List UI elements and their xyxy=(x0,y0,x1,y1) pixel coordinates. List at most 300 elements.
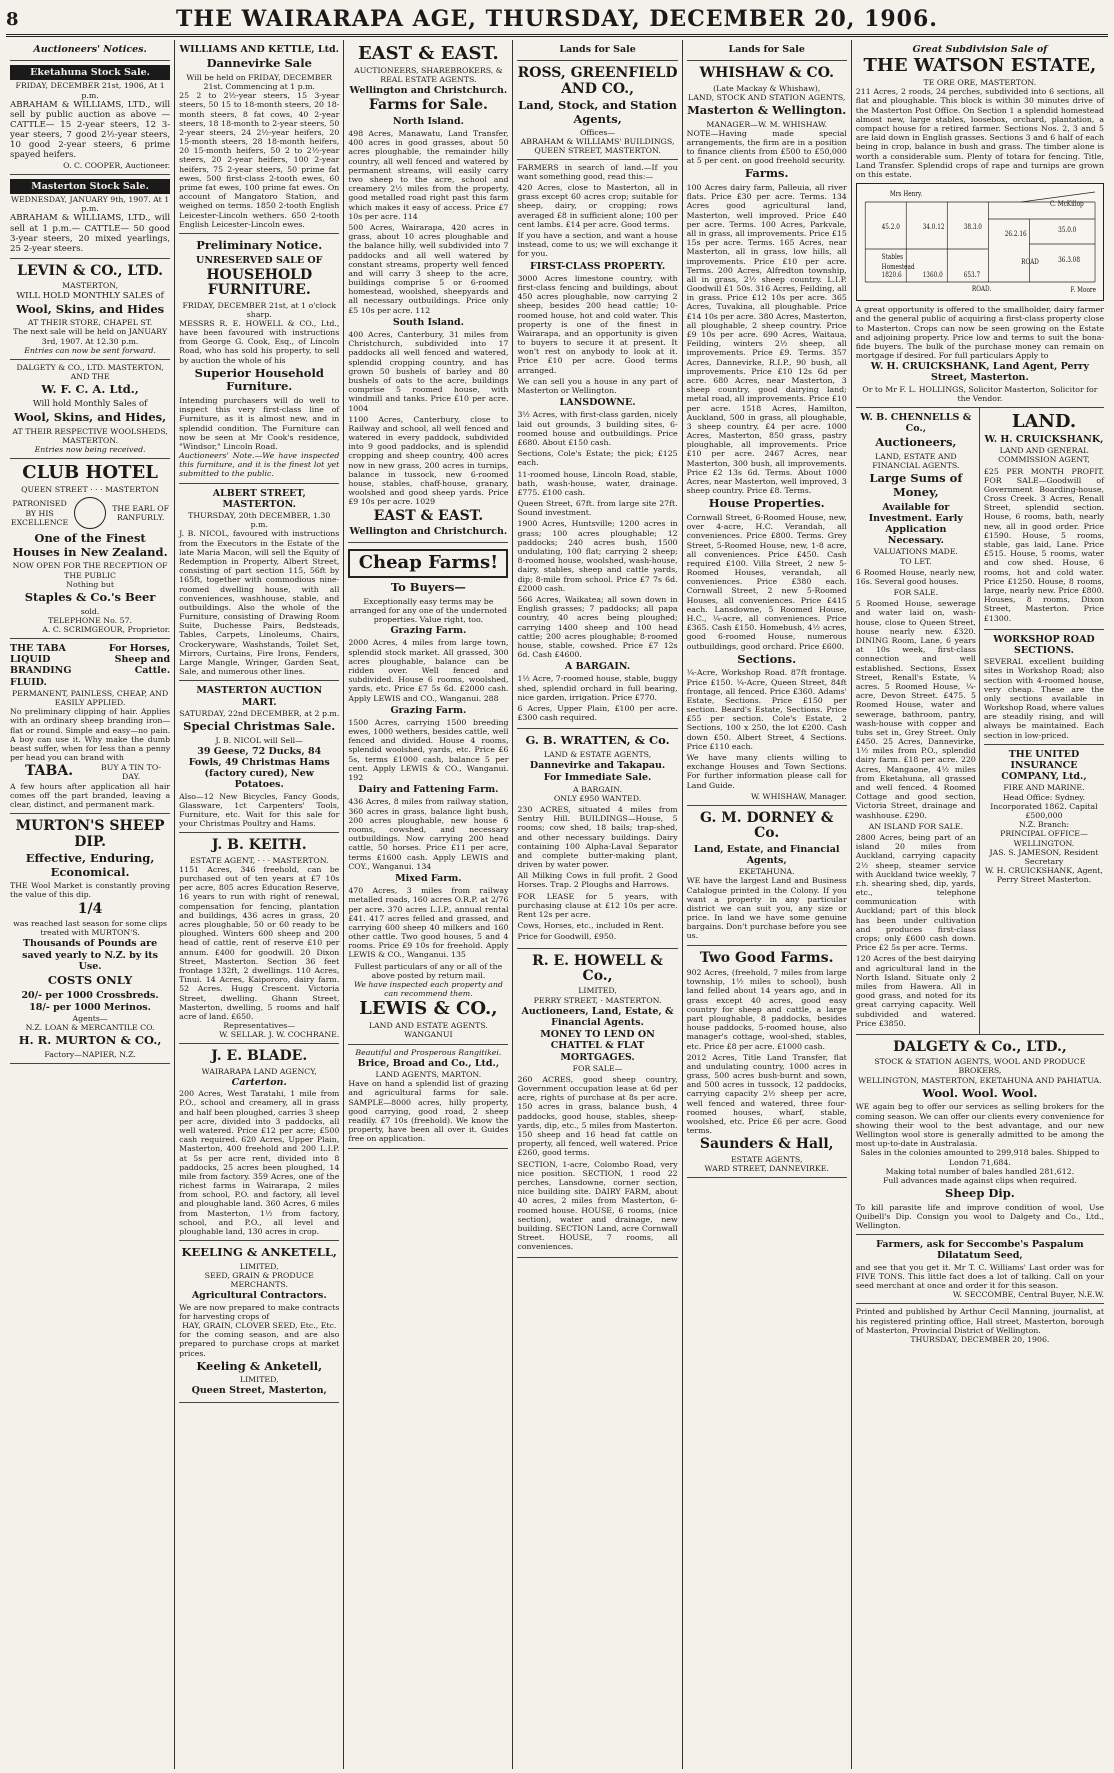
listing: 6 Acres, Upper Plain, £100 per acre. £300 cash required. xyxy=(517,704,678,723)
ad-subtitle: ESTATE AGENTS, xyxy=(730,1154,803,1164)
ad-costs: COSTS ONLY xyxy=(47,973,133,987)
ad-headline: Agricultural Contractors. xyxy=(191,1290,327,1302)
ad-section: A BARGAIN. xyxy=(573,784,623,794)
ad-title: ALBERT STREET, MASTERTON. xyxy=(212,487,306,510)
listing: 2012 Acres, Title Land Transfer, flat and undulating country, 1000 acres in grass, 500 acres bush-burnt and sown, and 500 acres in tussock, 12 paddocks, carrying capacity 2½ sheep per acre, well fenced and watered, three four-roomed houses, wharf, stable, woolshed, etc. Price £6 per acre. Good terms. xyxy=(686,1052,847,1136)
ad-subtitle: LIMITED, xyxy=(239,1261,279,1271)
ad-title: WILLIAMS AND KETTLE, Ltd. xyxy=(179,44,339,55)
listing: All Milking Cows in full profit. 2 Good Horses. Trap. 2 Ploughs and Harrows. xyxy=(517,871,678,890)
listing: 566 Acres, Waikatea; all sown down in English grasses; 7 paddocks; all papa country, 40 acres being ploughed; carrying 1400 sheep and 100 head cattle; 200 acres ploughable; 8-roomed house, stable, cowshed. Price £7 12s 6d. Cash £4600. xyxy=(517,594,678,660)
ad-place: Carterton. xyxy=(231,1077,287,1089)
ad-subtitle: LAND AGENTS, MARTON. xyxy=(375,1070,482,1080)
ad-manager: JAS. S. JAMESON, Resident Secretary xyxy=(989,847,1099,866)
ad-place: WANGANUI xyxy=(404,1030,453,1040)
ad-signature: W. SELLAR. J. W. COCHRANE. xyxy=(219,1030,340,1040)
map-label: ROAD xyxy=(1020,257,1039,267)
ad-subtitle: LIMITED, xyxy=(239,1375,279,1385)
ad-section: North Island. xyxy=(392,115,464,127)
listing: 11-roomed house, Lincoln Road, stable, bath, wash-house, water, drainage. £775. £100 cash. xyxy=(517,469,678,497)
ad-body: THE Wool Market is constantly proving the value of this dip. xyxy=(10,881,171,900)
ad-title: MURTON'S SHEEP DIP. xyxy=(15,818,165,850)
ad-address: ABRAHAM & WILLIAMS' BUILDINGS, QUEEN STREET, MASTERTON. xyxy=(520,137,675,156)
listing: FOR LEASE for 5 years, with purchasing clause at £12 10s per acre. Rent 12s per acre. xyxy=(517,891,678,919)
ad-title: EAST & EAST. xyxy=(373,507,484,524)
ad-items: 39 Geese, 72 Ducks, 84 Fowls, 49 Christmas Hams (factory cured), New Potatoes. xyxy=(188,745,330,791)
ad-signature: O. C. COOPER, Auctioneer. xyxy=(63,160,171,170)
ad-body: NOW OPEN FOR THE RECEPTION OF THE PUBLIC xyxy=(12,561,168,580)
williams-kettle-ad xyxy=(179,40,339,234)
ad-headline: Special Christmas Sale. xyxy=(183,719,336,733)
watson-estate-ad xyxy=(856,40,1104,408)
ad-title: Keeling & Anketell, xyxy=(196,1358,323,1373)
ad-title: G. B. WRATTEN, & Co. xyxy=(525,733,670,748)
ad-money: MONEY TO LEND ON CHATTEL & FLAT MORTGAGES. xyxy=(540,1029,655,1063)
ad-body: J. B. NICOL, favoured with instructions from the Executors in the Estate of the late Maria Macon, will sell the Equity of Redemption in Property, Albert Street, consisting of part section 115, 56ft by 165ft, together with commodious nine-roomed dwelling house, with all conveniences, washhouse, stable, and outbuildings. Also the whole of the Furniture, consisting of Drawing Room Suite, Duchesse Pairs, Bedsteads, Tables, Carpets, Linoleums, Chairs, Crockeryware, Washstands, Toilet Set, Mirrors, Curtains, Fire Irons, Fenders, Large Mangle, Wringer, Garden Seat, Sale, and numerous other lines. xyxy=(179,529,340,677)
ad-title: Farmers, ask for Seccombe's Paspalum Dilatatum Seed, xyxy=(876,1239,1084,1262)
ad-factory: Factory—NAPIER, N.Z. xyxy=(44,1049,136,1059)
ad-body: 211 Acres, 2 roods, 24 perches, subdivided into 6 sections, all flat and ploughable. This block is within 30 minutes drive of the Masterton Post Office. On Section 1 a splendid homestead almost new, large stables, loosebox, orchard, plantation, a compact house for a retired farmer. Sections Nos. 2, 3 and 5 are laid down in English grasses. Sections 3 and 6 half of each being in crop, balance in bush and grass. The timber alone is worth a considerable sum. Plenty of totara for fencing. Title, Land Transfer. Splendid crops of rape and turnips are grown on this estate. xyxy=(855,87,1105,179)
ad-title: Preliminary Notice. xyxy=(196,237,323,252)
ad-body: and see that you get it. Mr T. C. Williams' Last order was for FIVE TONS. This little fact does a lot of talking. Call on your seed merchant at once and order it for this season. xyxy=(855,1262,1105,1291)
map-label: Homestead xyxy=(881,262,915,272)
listing: FARMERS in search of land.—If you want something good, read this:— xyxy=(517,162,678,181)
united-insurance-ad xyxy=(984,745,1104,889)
estate-map xyxy=(856,183,1104,301)
ad-title: DALGETY & Co., LTD., xyxy=(893,1038,1067,1055)
ad-section: House Properties. xyxy=(708,496,825,511)
ad-subtitle: LAND, STOCK AND STATION AGENTS, xyxy=(688,92,846,102)
ad-body: A great opportunity is offered to the smallholder, dairy farmer and the general public of acquiring a first-class property close to Masterton. Crops can now be seen growing on the Estate and adjoining property. Price low and terms to suit the bona-fide buyers. The bulk of the purchase money can remain on mortgage if desired. For full particulars Apply to xyxy=(855,305,1105,361)
ad-title: W. B. CHENNELLS & Co., xyxy=(860,412,972,435)
map-label: ROAD. xyxy=(971,284,992,294)
ad-subtitle: (Late Mackay & Whishaw), xyxy=(713,83,821,93)
ad-section: LANSDOWNE. xyxy=(559,397,636,409)
estate-map-drawing xyxy=(857,184,1103,300)
map-label: 26.2.16 xyxy=(1004,229,1027,239)
section-header: Lands for Sale xyxy=(559,44,636,55)
cruickshank-ad xyxy=(984,408,1104,630)
ad-crops: HAY, GRAIN, CLOVER SEED, Etc., Etc. xyxy=(182,1320,337,1330)
ad-beer: Staples & Co.'s Beer xyxy=(24,589,156,604)
ad-agent: W. H. CRUICKSHANK, Land Agent, Perry Street, Masterton. xyxy=(870,361,1090,384)
eketahuna-stock-sale xyxy=(10,61,170,175)
listing: If you have a section, and want a house instead, come to us; we will exchange it for you. xyxy=(517,230,678,259)
ad-title: LEWIS & CO., xyxy=(359,998,498,1020)
ad-title: KEELING & ANKETELL, xyxy=(181,1245,337,1260)
albert-street-ad xyxy=(179,484,339,682)
workshop-road-ad xyxy=(984,630,1104,745)
ad-date: Will be held on FRIDAY, DECEMBER 21st. Commencing at 1 p.m. xyxy=(186,72,333,91)
listing: We can sell you a house in any part of Masterton or Wellington. xyxy=(517,376,678,395)
ad-headline: Large Sums of Money, xyxy=(869,471,963,499)
map-label: 1360.0 xyxy=(922,270,943,280)
patron-right: THE EARL OF RANFURLY. xyxy=(112,504,170,523)
taba-subtitle: For Horses, Sheep and Cattle. xyxy=(108,643,171,677)
map-label: 653.7 xyxy=(963,270,980,280)
price-line: 18/- per 1000 Merinos. xyxy=(29,1001,151,1013)
ad-title: LEVIN & CO., LTD. xyxy=(17,262,164,279)
ad-section: FOR SALE. xyxy=(893,588,939,598)
ad-section: Mixed Farm. xyxy=(395,872,462,884)
ad-title: R. E. HOWELL & Co., xyxy=(532,952,663,984)
ad-headline: Available for Investment. Early Application Necessary. xyxy=(868,501,963,547)
ad-subtitle: ESTATE AGENT, · · · MASTERTON. xyxy=(189,855,329,865)
ad-branch: N.Z. Branch: xyxy=(1018,820,1070,830)
ad-date: The next sale will be held on JANUARY 3rd, 1907. At 12.30 p.m. xyxy=(13,327,168,346)
listing: 902 Acres, (freehold, 7 miles from large township, 1½ miles to school), bush land felled about 14 years ago, and in grass except 40 acres, good easy country for sheep and cattle, a large part ploughable, 8 paddocks, besides house paddocks, 5-roomed house, also manager's cottage, wool-shed, stables, etc. Price £8 per acre. £1000 cash. xyxy=(686,968,847,1051)
ad-title: Masterton Stock Sale. xyxy=(10,179,170,194)
ad-subtitle: FIRE AND MARINE. xyxy=(1003,783,1085,793)
ad-date: FRIDAY, DECEMBER 21st, 1906, At 1 p.m. xyxy=(15,81,165,100)
ad-stats: Making total number of bales handled 281,612. xyxy=(885,1166,1075,1176)
taba-title: THE TABA LIQUID BRANDING FLUID. xyxy=(10,643,72,688)
ad-agents: Agents— xyxy=(72,1013,108,1023)
ad-address: Queen Street, Masterton, xyxy=(191,1385,327,1397)
ad-subtitle: UNRESERVED SALE OF xyxy=(196,254,323,266)
column-1 xyxy=(6,40,175,1769)
ad-section: VALUATIONS MADE. xyxy=(873,547,959,557)
club-hotel-ad xyxy=(10,459,170,639)
ad-agent: N.Z. LOAN & MERCANTILE CO. xyxy=(25,1023,155,1033)
section-header: Lands for Sale xyxy=(728,44,805,55)
ad-body: Also—12 New Bicycles, Fancy Goods, Glassware, 1ct Carpenters' Tools, Furniture, etc. Wait for this sale for your Christmas Poultry and Hams. xyxy=(179,791,340,829)
ad-principal: PRINCIPAL OFFICE—WELLINGTON. xyxy=(1000,829,1088,848)
ad-body: Will hold Monthly Sales of xyxy=(32,398,148,409)
ad-title: Brice, Broad and Co., Ltd., xyxy=(357,1057,500,1069)
ad-title: Cheap Farms! xyxy=(348,549,508,578)
listing: 2000 Acres, 4 miles from large town, splendid stock market. All grassed, 300 acres ploughable, balance can be ridden over. Well fenced and subdivided. House 6 rooms, woolshed, yards, etc. Price £7 5s 6d. £2000 cash. Apply LEWIS and CO., Wanganui. 288 xyxy=(348,638,509,703)
ad-body: 25 2 to 2½-year steers, 15 3-year steers, 50 15 to 18-month steers, 20 18-month steers, 8 fat cows, 40 2-year steers, 18 18-month to 2-year steers, 50 2-year steers, 24 2½-year heifers, 20 15-month steers, 28 18-month heifers, 20 15-month heifers, 50 2 to 2½-year steers, 20 2-year heifers, 100 2-year heifers, 75 2-year steers, 50 prime fat ewes, 500 first-class 2-tooth ewes, 60 prime fat ewes, 100 prime fat ewes. On account of Mangatoro Station, and weighed on terms. 1850 2-tooth English Leicester-Lincoln wethers. 650 2-tooth English Leicester-Lincoln ewes. xyxy=(179,91,340,229)
ad-place: TE ORE ORE, MASTERTON. xyxy=(923,78,1037,88)
ad-subtitle: PERMANENT, PAINLESS, CHEAP, AND EASILY APPLIED. xyxy=(11,688,169,708)
ad-company: W. F. C. A. Ltd., xyxy=(41,382,139,397)
ad-place: Dannevirke and Takapau. xyxy=(529,760,666,772)
listing: 500 Acres, Wairarapa, 420 acres in grass, about 10 acres ploughable and the balance hilly, well subdivided into 7 paddocks and all well watered by constant streams, property well fenced and will carry 3 sheep to the acre, buildings comprise 5 or 6-roomed homestead, woolshed, sheepyards and all necessary outbuildings. Price only £5 10s per acre. 112 xyxy=(348,222,509,315)
ad-section: Sections. xyxy=(737,651,797,666)
ad-maker: H. R. MURTON & CO., xyxy=(18,1033,162,1048)
map-label: 34.0.12 xyxy=(922,222,945,232)
ad-section: South Island. xyxy=(392,316,464,328)
ad-subtitle: WAIRARAPA LAND AGENCY, xyxy=(201,1066,317,1076)
ad-body: SEVERAL excellent building sites in Workshop Road; also section with 4-roomed house, very cheap. These are the only sections available in Workshop Road, where values are steadily rising, and will always be maintained. Each section in low-priced. xyxy=(983,657,1105,740)
dalgety-ad xyxy=(10,360,170,459)
column-5 xyxy=(683,40,852,1769)
ad-subtitle: QUEEN STREET · · · MASTERTON xyxy=(21,485,160,495)
ad-headline: To Buyers— xyxy=(390,580,466,595)
ad-title: Two Good Farms. xyxy=(699,949,834,966)
ad-note: We have inspected each property and can recommend them. xyxy=(353,980,503,999)
ad-note: Full advances made against clips when required. xyxy=(882,1175,1077,1185)
ad-title: LAND. xyxy=(1011,411,1077,433)
ad-subtitle: SEED, GRAIN & PRODUCE MERCHANTS. xyxy=(204,1270,314,1290)
ad-place: Masterton & Wellington. xyxy=(687,102,847,117)
ad-headline: Farms for Sale. xyxy=(368,97,488,114)
map-label: 38.3.0 xyxy=(963,222,982,232)
ad-body: A few hours after application all hair comes off the part branded, leaving a clear, distinct, and permanent mark. xyxy=(10,781,171,810)
ad-body: J. B. NICOL will Sell— xyxy=(215,735,303,745)
ad-title: J. E. BLADE. xyxy=(211,1048,308,1065)
ad-section: Farms. xyxy=(744,166,789,181)
ad-office: Offices— xyxy=(579,128,616,138)
lands-header-1 xyxy=(517,40,677,61)
murtons-ad xyxy=(10,814,170,1064)
ad-subtitle: LAND AND GENERAL COMMISSION AGENT, xyxy=(998,446,1090,465)
ad-headline: For Immediate Sale. xyxy=(543,772,652,784)
ad-headline: Auctioneers, Land, Estate, & Financial Agents. xyxy=(521,1005,674,1028)
ad-date: THURSDAY, 20th DECEMBER, 1.30 p.m. xyxy=(188,511,331,530)
ad-body: Nothing but xyxy=(66,579,114,589)
ad-place: AT THEIR STORE, CHAPEL ST. xyxy=(27,318,153,328)
ad-signature: A. C. SCRIMGEOUR, Proprietor. xyxy=(42,624,171,634)
ad-title: DALGETY & CO., LTD. MASTERTON, AND THE xyxy=(16,362,164,382)
ad-body: WE have the largest Land and Business Catalogue printed in the Colony. If you want a property in any particular district we can suit you, any size or price. In land we have some genuine bargains. Don't purchase before you see us. xyxy=(686,876,847,941)
taba-ad xyxy=(10,639,170,814)
listing: 100 Acres dairy farm, Palleuia, all river flats. Price £30 per acre. Terms. 134 Acres good agricultural land, Masterton, well improved. Price £40 per acre. Terms. 100 Acres, Parkvale, all in grass, all improvements. Price £15 15s per acre. Terms. 165 Acres, near Masterton, all in grass, low hills, all improvements. Price £10 per acre. Terms. 200 Acres, Alfredton township, all in grass, 2½ sheep country. L.I.P. Goodwill £1 50s. 316 Acres, Feilding, all in grass. Price £12 10s per acre. 365 Acres, Tuvakina, all ploughable. Price £14 10s per acre. 380 Acres, Masterton, all ploughable, 2 sheep country. Price £9 10s per acre. 690 Acres, Waitaua, Feilding, winters 2½ sheep, all improvements. Price £9. Terms. 357 Acres, Dannevirke, R.I.P., 90 bush, all improvements. Price £10 12s 6d per acre. 680 Acres, near Masterton, 3 sheep country, good dairying land; metal road, all improvements. Price £10 per acre. 1518 Acres, Hamilton, Auckland, 500 in grass, all ploughable, 3 sheep country. £4 per acre. 1000 Acres, Masterton, 850 grass, pastry ploughable, all improvements. Price £10 per acre. 2467 Acres, near Masterton, 300 bush, all improvements. Price £2 13s 6d. Terms. About 1000 Acres, near Masterton, well improved, 3 sheep country. Price £8. Terms. xyxy=(686,183,847,496)
ad-body: sold. xyxy=(80,606,100,616)
brice-broad-ad xyxy=(348,1045,508,1149)
listing: 2800 Acres, being part of an island 20 miles from Auckland, carrying capacity 2½ sheep, steamer service with Auckland twice weekly, 7 r.h. shearing shed, dip, yards, etc., telephone communication with Auckland; part of this block has been under cultivation and produces first-class crops; only £600 cash down. Price £2 5s per acre. Terms. xyxy=(855,832,976,953)
imprint-date: THURSDAY, DECEMBER 20, 1906. xyxy=(910,1334,1050,1344)
map-label: C. McKillop xyxy=(1049,199,1084,209)
ad-section: ONLY £950 WANTED. xyxy=(553,793,642,803)
ad-note: Entries can now be sent forward. xyxy=(24,345,156,355)
ad-section: TO LET. xyxy=(900,556,932,566)
ad-section: A BARGAIN. xyxy=(564,661,631,673)
ad-headline: Wool. Wool. Wool. xyxy=(922,1085,1038,1100)
ad-place: AT THEIR RESPECTIVE WOOLSHEDS, MASTERTON. xyxy=(12,426,168,445)
ad-body: WE again beg to offer our services as selling brokers for the coming season. We can offer our clients every convenience for showing their wool to the best advantage, and our new Wellington wool store is generally admitted to be among the most up-to-date in Australasia. xyxy=(855,1102,1105,1149)
ad-title: ROSS, GREENFIELD AND CO., xyxy=(517,65,678,97)
newspaper-title: THE WAIRARAPA AGE, THURSDAY, DECEMBER 20, 1906. xyxy=(176,6,938,32)
ad-subtitle: STOCK & STATION AGENTS, WOOL AND PRODUCE BROKERS, xyxy=(874,1057,1086,1076)
ad-date: WEDNESDAY, JANUARY 9th, 1907. At 1 p.m. xyxy=(10,195,170,214)
map-label: F. Moore xyxy=(1070,285,1096,295)
taba-name: TABA. xyxy=(24,763,74,780)
listing: 230 ACRES, situated 4 miles from Sentry Hill. BUILDINGS—House, 5 rooms; cow shed, 18 bails; trap-shed, and other necessary buildings. Dairy containing 100 Alpha-Laval Separator and complete butter-making plant, driven by water power. xyxy=(517,804,678,870)
ad-goods: Wool, Skins, and Hides, xyxy=(14,410,167,425)
ad-note: Auctioneers' Note.—We have inspected this furniture, and it is the finest lot yet submitted to the public. xyxy=(179,451,340,479)
ad-agent: W. H. CRUICKSHANK, Agent, Perry Street Masterton. xyxy=(985,866,1103,885)
ad-title: Eketahuna Stock Sale. xyxy=(10,65,170,80)
ad-title: Saunders & Hall, xyxy=(699,1136,834,1153)
ad-body: ABRAHAM & WILLIAMS, LTD., will sell by public auction as above — CATTLE— 15 2-year steers, 12 3-year steers, 7 good 2½-year steers, 10 good 2-year steers, 6 prime spayed heifers. xyxy=(10,99,171,161)
ad-subtitle: LAND AND ESTATE AGENTS. xyxy=(368,1021,488,1031)
ad-tagline: One of the Finest Houses in New Zealand. xyxy=(12,531,168,559)
listing: 1500 Acres, carrying 1500 breeding ewes, 1000 wethers, besides cattle, well fenced and divided. House 4 rooms, splendid woolshed, yards, etc. Price £6 5s, terms £1000 cash, balance 5 per cent. Apply LEWIS & CO., Wanganui. 192 xyxy=(348,717,509,783)
ad-subtitle: Land, Estate, and Financial Agents, xyxy=(693,843,840,866)
listing: Cows, Horses, etc., included in Rent. xyxy=(517,921,664,931)
listing: 436 Acres, 8 miles from railway station, 360 acres in grass, balance light bush, 200 acres ploughable, new house 6 rooms, cowshed, and necessary outbuildings. Now carrying 200 head cattle, 50 horses. Price £11 per acre, terms £1600 cash. Apply LEWIS and COY., Wanganui. 134 xyxy=(348,797,509,871)
ad-section: FOR SALE— xyxy=(572,1063,623,1073)
ad-subtitle: LAND, ESTATE AND FINANCIAL AGENTS. xyxy=(872,452,960,471)
listing: SECTION, 1-acre, Colombo Road, very nice position. SECTION, 1 rood 22 perches, Lansdowne, corner section, nice building site. DAIRY FARM, about 40 acres, 2 miles from Masterton, 6-roomed house. HOUSE, 6 rooms, (nice section), water and drainage, new building. SECTION Land, acre Cornwall Street. HOUSE, 7 rooms, all conveniences. xyxy=(517,1159,678,1252)
ad-subtitle: LIMITED, xyxy=(578,986,617,996)
dorney-ad xyxy=(687,806,847,946)
ad-body: MESSRS R. E. HOWELL & CO., Ltd., have been favoured with instructions from George G. Cook, Esq., of Lincoln Road, who has sold his property, to sell by auction the whole of his xyxy=(179,318,340,365)
auctioneers-header xyxy=(10,40,170,61)
listing: 1100 Acres, Canterbury, close to Railway and school, all well fenced and watered in every paddock, subdivided into 9 good paddocks, and is splendid cropping and sheep country, 400 acres now in new grass, 200 acres in turnips, balance in tussock, new 6-roomed house, stables, chaff-house, granary, woolshed and good sheep yards. Price £9 10s per acre. 1029 xyxy=(348,414,509,507)
printer-imprint xyxy=(856,1304,1104,1348)
ad-note: Entries now being received. xyxy=(34,445,146,454)
ad-title: THE WATSON ESTATE, xyxy=(863,55,1097,77)
ad-title: G. M. DORNEY & Co. xyxy=(700,809,834,842)
ad-place: EKETAHUNA. xyxy=(738,867,795,877)
ad-place: WELLINGTON, MASTERTON, EKETAHUNA AND PAHIATUA. xyxy=(858,1075,1102,1085)
ad-signature: W. SECCOMBE, Central Buyer, N.E.W. xyxy=(952,1290,1105,1300)
map-label: Stables xyxy=(881,252,903,262)
patron-left: PATRONISED BY HIS EXCELLENCE xyxy=(10,499,69,527)
listing: 260 ACRES, good sheep country, Government occupation lease at 6d per acre, rights of purchase at 8s per acre. 150 acres in grass, balance bush, 4 paddocks, good house, stables, sheep-yards, dip, etc., 5 miles from Masterton. 150 sheep and 16 head fat cattle on property, all fenced, well watered. Price £260, good terms. xyxy=(517,1074,678,1158)
ad-body: for the coming season, and are also prepared to purchase crops at market prices. xyxy=(179,1330,340,1358)
seccombe-ad xyxy=(856,1235,1104,1304)
ad-subtitle: W. H. CRUICKSHANK, xyxy=(984,433,1104,445)
ad-place: Wellington and Christchurch. xyxy=(349,525,508,537)
ad-section: Dairy and Fattening Farm. xyxy=(358,784,499,796)
ad-subtitle: LAND & ESTATE AGENTS, xyxy=(543,749,652,759)
ad-pretitle: Great Subdivision Sale of xyxy=(912,44,1048,55)
keeling-anketell-ad xyxy=(179,1241,339,1402)
map-label: 35.0.0 xyxy=(1057,225,1077,235)
masthead xyxy=(6,4,1108,37)
ad-headline: Sheep Dip. xyxy=(945,1186,1015,1201)
imprint-text: Printed and published by Arthur Cecil Manning, journalist, at his registered printing office, Hall street, Masterton, borough of Masterton, Provincial District of Wellington. xyxy=(855,1307,1105,1335)
ad-manager: MANAGER—W. M. WHISHAW. xyxy=(706,119,828,129)
listing: Queen Street, 67ft. from large site 27ft. Sound investment. xyxy=(517,499,678,518)
ad-address: WARD STREET, DANNEVIRKE. xyxy=(704,1164,829,1173)
dalgety-wool-ad xyxy=(856,1035,1104,1235)
ad-section: AN ISLAND FOR SALE. xyxy=(868,821,963,831)
ad-note: was reached last season for some clips treated with MURTON'S. xyxy=(13,919,167,938)
howell-ad xyxy=(517,949,677,1259)
ad-signature: W. WHISHAW, Manager. xyxy=(750,791,847,801)
chennells-ad xyxy=(856,408,976,1034)
ad-solicitor: Or to Mr F. L. HOLLINGS, Solicitor Masterton, Solicitor for the Vendor. xyxy=(862,384,1098,403)
two-good-farms-ad xyxy=(687,946,847,1179)
ad-section: Grazing Farm. xyxy=(390,625,467,637)
ad-date: FRIDAY, DECEMBER 21st, at 1 o'clock sharp. xyxy=(182,300,337,319)
ad-date: SATURDAY, 22nd DECEMBER, at 2 p.m. xyxy=(179,708,340,718)
ad-place: Wellington and Christchurch. xyxy=(349,85,508,97)
listing: Cornwall Street, 6-Roomed House, new, over 4-acre, H.C. Verandah, all conveniences. Price £800. Terms. Grey Street, 5-Roomed House, new, 1-8 acre, all conveniences. Price £450. Cash required £100. Villa Street, 2 new 5-Roomed Houses, verandah, all conveniences. Price £380 each. Cornwall Street, 2 new 5-Roomed Houses, all conveniences. Price £415 each. Lansdowne, 5 Roomed House, H.C., ¼-acre, all conveniences. Price £365. Cash £150. Homebush, 4½ acres, good 6-roomed House, numerous outbuildings, good orchard. Price £600. xyxy=(686,512,847,651)
ad-title: CLUB HOTEL xyxy=(22,462,158,484)
ad-subtitle: MASTERTON, xyxy=(62,281,119,291)
listing: 498 Acres, Manawatu, Land Transfer, 400 acres in good grasses, about 50 acres ploughable, the remainder hilly country, all well fenced and watered by permanent streams, will easily carry two sheep to the acre, school and creamery 2½ miles from the property, good metalled road right past this farm which makes it easy of access. Price £7 10s per acre. 114 xyxy=(348,129,509,221)
ad-reps: Representatives— xyxy=(223,1021,296,1031)
map-label: Mrs Henry. xyxy=(889,189,923,199)
taba-buy: BUY A TIN TO-DAY. xyxy=(101,762,162,782)
ad-title: J. B. KEITH. xyxy=(211,837,307,854)
ad-subtitle: Auctioneers, xyxy=(875,435,957,450)
ad-body: 1151 Acres, 346 freehold, can be purchased out of ten years at £7 10s per acre, 805 acres Education Reserve, 16 years to run with right of renewal, compensation for fencing, plantation and buildings, 436 acres in grass, 20 acres ploughable, 50 or 60 ready to be ploughed. Winters 600 sheep and 200 head of cattle, rent of reserve £10 per annum. £400 for goodwill. 20 Dixon Street, Masterton. Section 36 feet frontage 132ft, 2 dwellings. 110 Acres, Tinui. 14 Acres, Kaipororo, dairy farm. 52 Acres. Hugg Crescent. Victoria Street, dwelling. Ghann Street, Masterton, dwelling, 5 rooms and half acre of land. £650. xyxy=(179,864,340,1021)
keith-ad xyxy=(179,833,339,1044)
page-number: 8 xyxy=(6,8,19,30)
ad-address: PERRY STREET, · MASTERTON. xyxy=(533,995,662,1005)
listing: 120 Acres of the best dairying and agricultural land in the North Island. Situate only 2 miles from Hawera. All in good grass, and noted for its great carrying capacity. Well subdivided and watered. Price £3850. xyxy=(855,954,976,1028)
ad-note: Fullest particulars of any or all of the above posted by return mail. xyxy=(354,961,503,980)
levin-ad xyxy=(10,259,170,360)
ad-title: WHISHAW & CO. xyxy=(699,65,834,82)
listing: Sections, Cole's Estate; the pick; £125 each. xyxy=(517,449,678,468)
ad-title: THE UNITED INSURANCE COMPANY, Ltd., xyxy=(1001,748,1087,783)
ad-body: WILL HOLD MONTHLY SALES of xyxy=(16,290,164,301)
ad-tagline: Effective, Enduring, Economical. xyxy=(25,851,155,879)
columns xyxy=(6,40,1108,1769)
ad-body: ABRAHAM & WILLIAMS, LTD., will sell at 1 p.m.— CATTLE— 50 good 3-year steers, 20 mixed yearlings, 25 2-year steers. xyxy=(10,213,171,254)
listing: Price for Goodwill, £950. xyxy=(517,932,617,942)
ad-title: EAST & EAST. xyxy=(357,43,499,64)
ad-telephone: TELEPHONE No. 57. xyxy=(48,615,133,625)
ad-section: FIRST-CLASS PROPERTY. xyxy=(529,260,666,272)
ad-body: Have on hand a splendid list of grazing and agricultural farms for sale. SAMPLE—8000 acres, hilly property, good carrying, good road, 2 sheep readily. £7 10s (freehold). We know the property, have been all over it. Guides free on application. xyxy=(348,1079,509,1144)
column-4 xyxy=(513,40,682,1769)
coat-of-arms-icon xyxy=(74,497,106,529)
ad-body: Intending purchasers will do well to inspect this very first-class line of Furniture, as it is almost new, and in splendid condition. The Furniture can now be seen at Mr Cook's residence, "Windsor," Lincoln Road. xyxy=(179,395,340,451)
column-6 xyxy=(852,40,1108,1769)
ad-claim: Thousands of Pounds are saved yearly to N.Z. by its Use. xyxy=(22,938,158,972)
auction-mart-ad xyxy=(179,681,339,833)
listing: ¼-Acre, Workshop Road. 87ft frontage. Price £150. ¼-Acre, Queen Street, 84ft frontage, all fenced. Price £360. Adams' Estate, Sections. Price £150 per section. Beard's Estate, Sections. Price £55 per section. Cole's Estate, 2 Sections, 100 x 250, the lot £200. Cash down £50. Albert Street, 4 Sections. Price £110 each. xyxy=(686,668,847,751)
price-line: 20/- per 1000 Crossbreds. xyxy=(21,989,159,1001)
ad-headline: HOUSEHOLD FURNITURE. xyxy=(206,266,313,299)
ad-body: To kill parasite life and improve condition of wool, Use Quibell's Dip. Consign you wool to Dalgety and Co., Ltd., Wellington. xyxy=(855,1202,1105,1231)
ad-title: MASTERTON AUCTION MART. xyxy=(196,685,323,708)
listing: 1900 Acres, Huntsville; 1200 acres in grass; 100 acres ploughable; 12 paddocks; 240 acres bush, 1500 undulating, 100 flat; carrying 2 sheep; 8-roomed house, woolshed, wash-house, dairy, stables, sheep and cattle yards, dip; 8-mile from school. Price £7 7s 6d. £2000 cash. xyxy=(517,519,678,593)
ad-note: NOTE—Having made special arrangements, the firm are in a position to finance clients from £500 to £50,000 at 5 per cent. on good freehold security. xyxy=(686,128,847,166)
blade-ad xyxy=(179,1044,339,1241)
listing: 400 Acres, Canterbury, 31 miles from Christchurch, subdivided into 17 paddocks all well fenced and watered, splendid cropping country, and has grown 50 bushels of barley and 80 bushels of oats to the acre, buildings comprise 5 roomed house, with windmill and tanks. Price £10 per acre. 1004 xyxy=(348,330,509,413)
listing: 3000 Acres limestone country, with first-class fencing and buildings, about 450 acres ploughable, now carrying 2 sheep, besides 200 head cattle; 10-roomed house, hot and cold water. This property is one of the finest in Wairarapa, and an opportunity is given to buyers to secure it at present. It won't rest on anybody to look at it. Price £10 per acre. Good terms arranged. xyxy=(517,273,678,375)
listing: 6 Roomed House, nearly new, 16s. Several good houses. xyxy=(855,567,976,586)
column-3 xyxy=(344,40,513,1769)
listing: 3½ Acres, with first-class garden, nicely laid out grounds, 3 building sites, 6-roomed house and outbuildings. Price £680. About £150 cash. xyxy=(517,410,678,447)
map-label: 45.2.0 xyxy=(881,222,900,232)
ad-goods: Wool, Skins, and Hides xyxy=(16,301,165,316)
map-label: 36.3.08 xyxy=(1057,255,1080,265)
listing: £25 PER MONTH PROFIT. FOR SALE—Goodwill of Government Boarding-house, Cross Creek. 3 Acres, Renall Street, splendid section. House, 6 rooms, bath, nearly new, all in good order. Price £1590. House, 5 rooms, stable, gas laid, Lane. Price £515. House, 5 rooms, water and cow shed. House, 6 rooms, hot and cold water. Price £1250. House, 8 rooms, large, nearly new. Price £800. Houses, 8 rooms, Dixon Street, Masterton. Price £1300. xyxy=(983,466,1105,623)
section-header: Auctioneers' Notices. xyxy=(33,44,147,55)
lands-header-2 xyxy=(687,40,847,61)
map-label: 1820.6 xyxy=(881,270,902,280)
listing: 1½ Acre, 7-roomed house, stable, buggy shed, splendid orchard in full bearing, nice garden, irrigation. Price £770. xyxy=(517,674,678,702)
masterton-stock-sale xyxy=(10,175,170,259)
whishaw-ad xyxy=(687,61,847,806)
ad-body: Exceptionally easy terms may be arranged for any one of the undernoted properties. Value right, too. xyxy=(349,596,507,624)
listing: 420 Acres, close to Masterton, all in grass except 60 acres crop; suitable for sheep, dairy, or cropping; rows averaged £8 in sufficient alone; 100 per cent lambs. £14 per acre. Good terms. xyxy=(517,183,678,229)
listing: 470 Acres, 3 miles from railway metalled roads, 160 acres O.R.P. at 2/76 per acre. 370 acres L.I.P., annual rental £41. 417 acres felled and grassed, and carrying 600 sheep 40 milkers and 160 other cattle. Two good houses, 5 and 4 rooms. Price £9 10s for freehold. Apply LEWIS & CO., Wanganui. 135 xyxy=(348,886,509,960)
ad-body: No preliminary clipping of hair. Applies with an ordinary sheep branding iron—flat or round. Simple and easy—no pain. A boy can use it. Why make the dumb beast suffer, when for less than a penny per head you can brand with xyxy=(10,707,171,763)
east-east-ad xyxy=(348,40,508,543)
preliminary-notice-ad xyxy=(179,234,339,484)
cheap-farms-ad xyxy=(348,543,508,1044)
ad-headline: Superior Household Furniture. xyxy=(194,365,324,394)
ad-price: 1/4 xyxy=(77,900,103,917)
ad-stats: Sales in the colonies amounted to 299,918 bales. Shipped to London 71,684. xyxy=(860,1148,1100,1167)
ad-body: We are now prepared to make contracts for harvesting crops of xyxy=(179,1302,340,1321)
wratten-ad xyxy=(517,729,677,948)
ad-title: WORKSHOP ROAD SECTIONS. xyxy=(993,633,1095,656)
ad-subtitle: Land, Stock, and Station Agents, xyxy=(518,97,677,126)
listing: We have many clients willing to exchange Houses and Town Sections. For further information please call for Land Guide. xyxy=(686,753,847,790)
ad-subtitle: AUCTIONEERS, SHAREBROKERS, & REAL ESTATE AGENTS. xyxy=(354,65,503,85)
ad-office: Head Office: Sydney. Incorporated 1862. Capital £500,000 xyxy=(990,792,1098,820)
ad-subtitle: Dannevirke Sale xyxy=(206,56,312,71)
listing: 5 Roomed House, sewerage and water laid on, wash-house, close to Queen Street, house nearly new. £320. DINING Room, Lane, 6 years at 10s week, first-class connection and well established. Sections, Essex Street, Renall's Estate, ¼ acres. 5 Roomed House, ¼-acre, Devon Street. £475. 5 Roomed House, water and sewerage, bathroom, pantry, wash-house with copper and tubs set in, Grey Street. Only £450. 25 Acres, Dannevirke, 1½ miles from P.O., splendid dairy farm. £18 per acre. 220 Acres, Mangaone, 4½ miles from Eketahuna, all grassed and well fenced. 4 Roomed Cottage and good section, Victoria Street, drainage and washhouse. £290. xyxy=(855,599,976,820)
ross-greenfield-ad xyxy=(517,61,677,729)
ad-section: Grazing Farm. xyxy=(390,704,467,716)
column-2 xyxy=(175,40,344,1769)
ad-tagline: Beautiful and Prosperous Rangitikei. xyxy=(355,1047,502,1057)
ad-body: 200 Acres, West Taratahi, 1 mile from P.O., school and creamery, all in grass and half been ploughed, carries 3 sheep per acre, divided into 3 paddocks, all well watered. Price £12 per acre; £500 cash required. 620 Acres, Upper Plain, Masterton, 400 freehold and 200 L.I.P. at 5s per acre rent, divided into 8 paddocks, 25 acres been ploughed, 14 mile from factory. 359 Acres, one of the richest farms in Wairarapa, 2 miles from school, P.O. and factory, all level and ploughable land. 360 Acres, 6 miles from Masterton, 1½ from factory, school, and P.O., all level and ploughable land, 130 acres in crop. xyxy=(179,1089,340,1237)
